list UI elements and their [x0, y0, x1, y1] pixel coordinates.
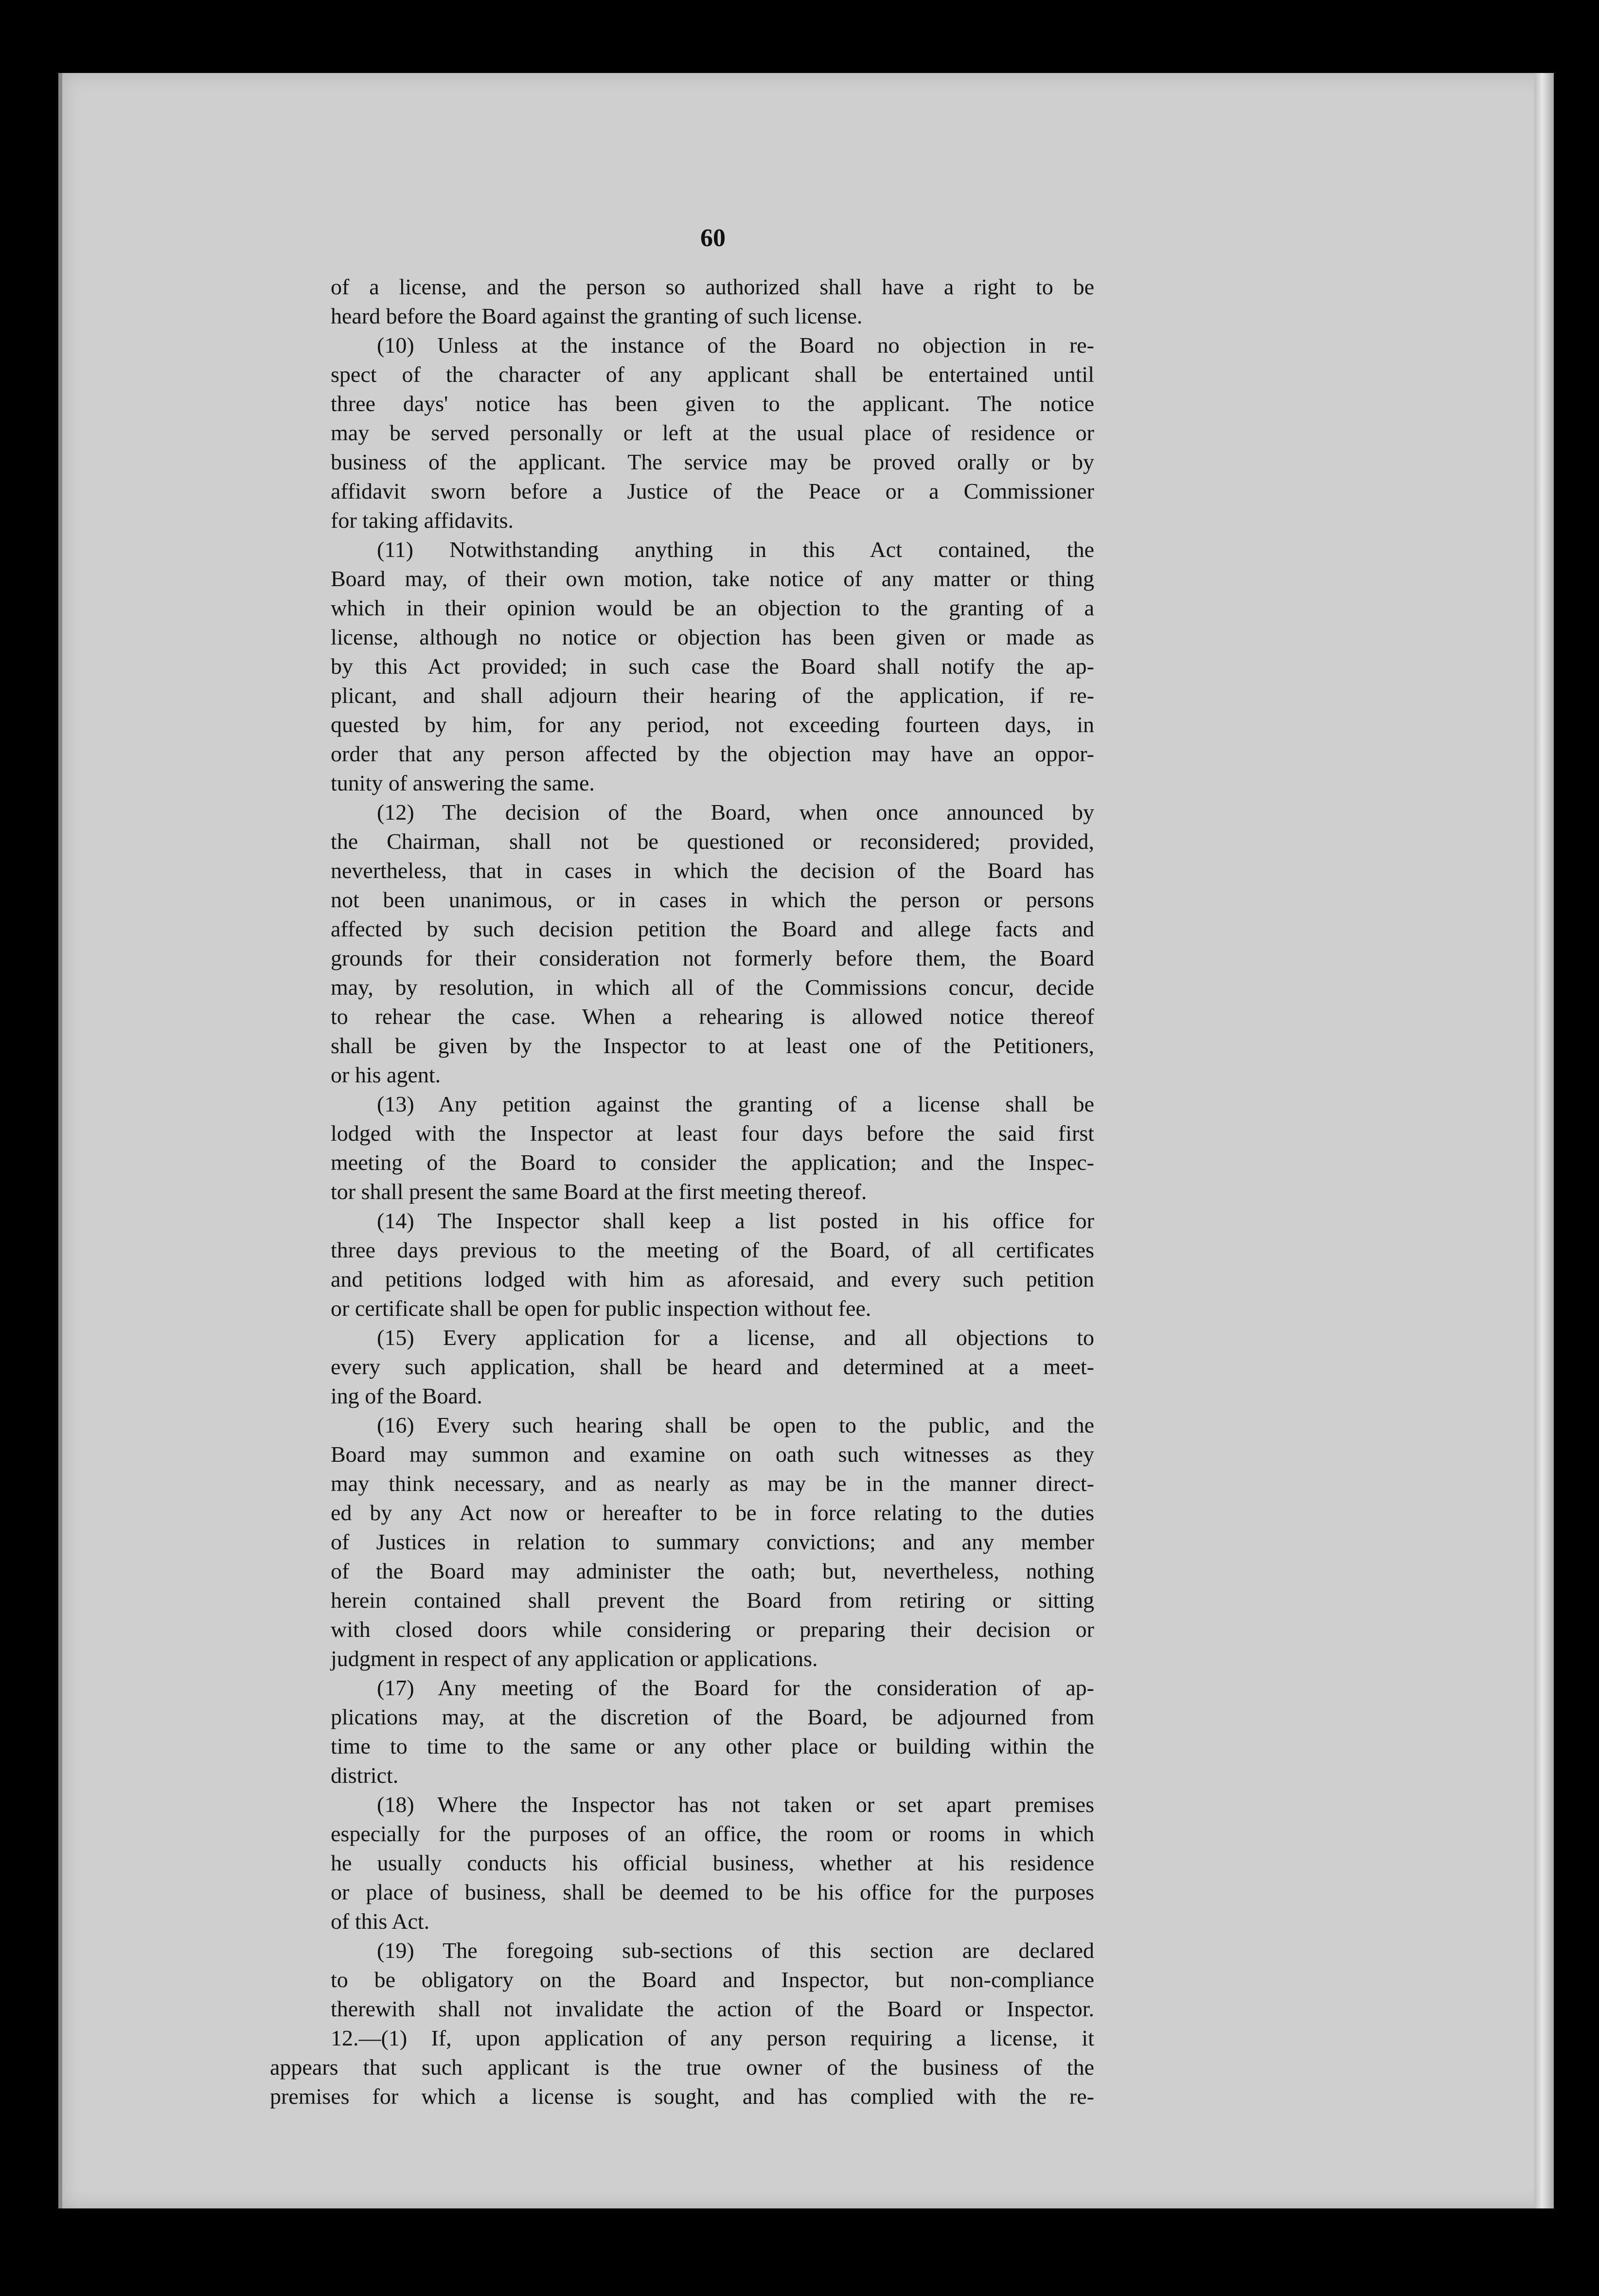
- text-line: every such application, shall be heard and determined at a meet-: [331, 1354, 1094, 1379]
- text-line: of the Board may administer the oath; but, nevertheless, nothing: [331, 1559, 1094, 1583]
- text-line: time to time to the same or any other place or building within the: [331, 1734, 1094, 1758]
- text-line: especially for the purposes of an office, the room or rooms in which: [331, 1821, 1094, 1846]
- text-line: quested by him, for any period, not exceeding fourteen days, in: [331, 712, 1094, 737]
- text-line: district.: [331, 1763, 399, 1788]
- text-line: he usually conducts his official business, whether at his residence: [331, 1850, 1094, 1875]
- body-text: [270, 219, 1094, 2111]
- text-line: three days previous to the meeting of the Board, of all certificates: [331, 1238, 1094, 1262]
- text-line: (13) Any petition against the granting of a license shall be: [377, 1092, 1094, 1116]
- text-line: herein contained shall prevent the Board from retiring or sitting: [331, 1588, 1094, 1613]
- text-line: judgment in respect of any application or applications.: [331, 1646, 818, 1671]
- text-line: (12) The decision of the Board, when once announced by: [377, 800, 1094, 825]
- text-line: of this Act.: [331, 1909, 430, 1934]
- text-line: Board may summon and examine on oath such witnesses as they: [331, 1442, 1094, 1467]
- text-line: shall be given by the Inspector to at least one of the Petitioners,: [331, 1033, 1094, 1058]
- text-line: meeting of the Board to consider the application; and the Inspec-: [331, 1150, 1094, 1175]
- text-line: or certificate shall be open for public inspection without fee.: [331, 1296, 871, 1321]
- text-line: or place of business, shall be deemed to be his office for the purposes: [331, 1880, 1094, 1904]
- text-line: (14) The Inspector shall keep a list posted in his office for: [377, 1208, 1094, 1233]
- text-line: (19) The foregoing sub-sections of this section are declared: [377, 1938, 1094, 1963]
- text-line: may, by resolution, in which all of the Commissions concur, decide: [331, 975, 1094, 1000]
- text-line: or his agent.: [331, 1062, 441, 1087]
- text-line: order that any person affected by the objection may have an oppor-: [331, 741, 1094, 766]
- page-edge: [1534, 73, 1554, 2208]
- text-line: (16) Every such hearing shall be open to the public, and the: [377, 1413, 1094, 1437]
- text-line: spect of the character of any applicant shall be entertained until: [331, 362, 1094, 387]
- text-line: with closed doors while considering or preparing their decision or: [331, 1617, 1094, 1642]
- text-line: nevertheless, that in cases in which the decision of the Board has: [331, 858, 1094, 883]
- text-line: (15) Every application for a license, and all objections to: [377, 1325, 1094, 1350]
- text-line: tor shall present the same Board at the first meeting thereof.: [331, 1179, 867, 1204]
- text-line: (11) Notwithstanding anything in this Act contained, the: [377, 537, 1094, 562]
- text-line: ed by any Act now or hereafter to be in force relating to the duties: [331, 1500, 1094, 1525]
- text-line: grounds for their consideration not formerly before them, the Board: [331, 946, 1094, 970]
- text-line: lodged with the Inspector at least four days before the said first: [331, 1121, 1094, 1146]
- text-line: (17) Any meeting of the Board for the consideration of ap-: [377, 1675, 1094, 1700]
- text-line: (18) Where the Inspector has not taken or set apart premises: [377, 1792, 1094, 1817]
- text-line: tunity of answering the same.: [331, 771, 595, 795]
- text-line: of Justices in relation to summary convictions; and any member: [331, 1529, 1094, 1554]
- text-line: three days' notice has been given to the applicant. The notice: [331, 391, 1094, 416]
- text-line: business of the applicant. The service may be proved orally or by: [331, 449, 1094, 474]
- text-lines: [270, 272, 1094, 2111]
- text-line: by this Act provided; in such case the Board shall notify the ap-: [331, 654, 1094, 679]
- text-line: appears that such applicant is the true owner of the business of the: [270, 2055, 1094, 2080]
- text-line: for taking affidavits.: [331, 508, 514, 533]
- text-line: may be served personally or left at the usual place of residence or: [331, 420, 1094, 445]
- text-line: license, although no notice or objection has been given or made as: [331, 625, 1094, 649]
- text-line: to rehear the case. When a rehearing is allowed notice thereof: [331, 1004, 1094, 1029]
- text-line: which in their opinion would be an objection to the granting of a: [331, 595, 1094, 620]
- text-line: and petitions lodged with him as aforesaid, and every such petition: [331, 1267, 1094, 1292]
- text-line: of a license, and the person so authorized shall have a right to be: [331, 274, 1094, 299]
- text-line: affected by such decision petition the Board and allege facts and: [331, 916, 1094, 941]
- text-line: plications may, at the discretion of the Board, be adjourned from: [331, 1704, 1094, 1729]
- text-line: to be obligatory on the Board and Inspector, but non-compliance: [331, 1967, 1094, 1992]
- page-number: 60: [700, 224, 726, 252]
- text-line: 12.—(1) If, upon application of any person requiring a license, it: [331, 2026, 1094, 2050]
- text-line: may think necessary, and as nearly as may be in the manner direct-: [331, 1471, 1094, 1496]
- text-line: heard before the Board against the granting of such license.: [331, 304, 863, 328]
- text-line: plicant, and shall adjourn their hearing of the application, if re-: [331, 683, 1094, 708]
- text-line: Board may, of their own motion, take notice of any matter or thing: [331, 566, 1094, 591]
- text-line: therewith shall not invalidate the action of the Board or Inspector.: [331, 1996, 1094, 2021]
- text-line: ing of the Board.: [331, 1383, 482, 1408]
- text-line: premises for which a license is sought, and has complied with the re-: [270, 2084, 1094, 2109]
- text-line: affidavit sworn before a Justice of the Peace or a Commissioner: [331, 479, 1094, 503]
- text-line: not been unanimous, or in cases in which the person or persons: [331, 887, 1094, 912]
- text-line: the Chairman, shall not be questioned or reconsidered; provided,: [331, 829, 1094, 854]
- text-line: (10) Unless at the instance of the Board no objection in re-: [377, 333, 1094, 358]
